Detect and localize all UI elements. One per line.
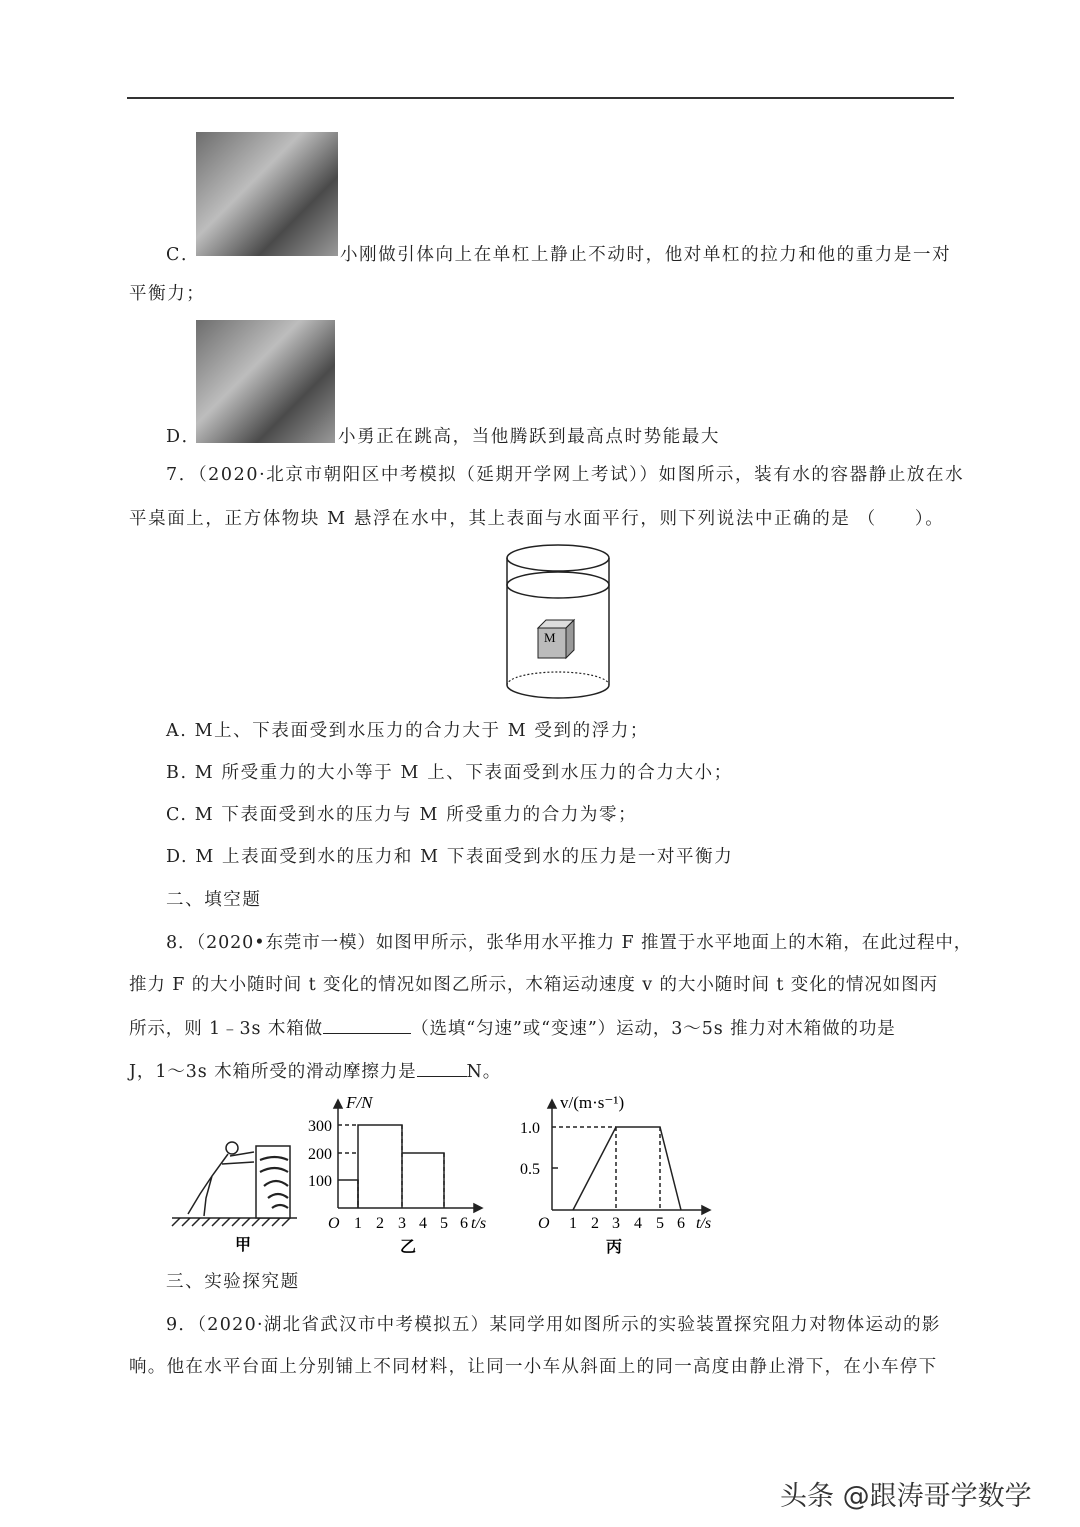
force-segment-1-3 (358, 1125, 402, 1208)
label-jia: 甲 (235, 1237, 252, 1254)
velocity-line (573, 1127, 681, 1210)
q8-line3-a: 所示，则 1﹣3s 木箱做 (129, 1019, 324, 1039)
chart-v-origin: O (538, 1215, 550, 1232)
option-c-label: C． (166, 245, 201, 265)
q7-option-a: A. M上、下表面受到水压力的合力大于 M 受到的浮力； (166, 721, 650, 741)
chart-v-xtick: 1 (569, 1215, 577, 1232)
label-bing: 丙 (606, 1239, 623, 1256)
header-rule (127, 97, 954, 99)
q8-line1: 8．（2020•东莞市一模）如图甲所示，张华用水平推力 F 推置于水平地面上的木箱，在此过程中， (166, 933, 973, 953)
chart-f-xtick: 6 (460, 1215, 468, 1232)
chart-f-xtick: 1 (354, 1215, 362, 1232)
section-experiment: 三、实验探究题 (166, 1272, 300, 1292)
q9-line1: 9．（2020·湖北省武汉市中考模拟五）某同学用如图所示的实验装置探究阻力对物体运动的影 (166, 1315, 941, 1335)
answer-blank-1[interactable] (323, 1015, 411, 1034)
chart-v-ylabel: v/(m·s⁻¹) (560, 1093, 625, 1112)
pull-up-photo (196, 132, 338, 256)
chart-v-ytick: 0.5 (520, 1161, 540, 1178)
figure-jia-pushing-box (172, 1142, 297, 1226)
q7-option-b: B. M 所受重力的大小等于 M 上、下表面受到水压力的合力大小； (166, 763, 733, 783)
force-segment-0-1 (338, 1180, 358, 1208)
container-figure (500, 540, 620, 705)
chart-v-xlabel: t/s (696, 1215, 712, 1232)
option-d-text: 小勇正在跳高，当他腾跃到最高点时势能最大 (338, 427, 720, 447)
chart-v-ytick: 1.0 (520, 1120, 540, 1137)
section-fill-blank: 二、填空题 (166, 890, 262, 910)
chart-force-time (334, 1100, 482, 1212)
chart-f-ytick: 300 (308, 1118, 332, 1135)
q7-line2: 平桌面上，正方体物块 M 悬浮在水中，其上表面与水面平行，则下列说法中正确的是 （ ）。 (129, 509, 945, 529)
q8-line4 (129, 1058, 501, 1084)
q8-line4-b: N。 (466, 1062, 502, 1082)
chart-f-xtick: 5 (440, 1215, 448, 1232)
chart-v-xtick: 6 (677, 1215, 685, 1232)
q8-figures (160, 1090, 740, 1260)
chart-v-xtick: 4 (634, 1215, 642, 1232)
chart-f-xtick: 4 (419, 1215, 427, 1232)
q8-line4-a: J，1～3s 木箱所受的滑动摩擦力是 (129, 1062, 417, 1082)
q8-line3 (129, 1015, 896, 1041)
option-c-text-cont: 平衡力； (129, 284, 206, 304)
chart-f-ylabel: F/N (346, 1093, 373, 1112)
label-yi: 乙 (400, 1239, 417, 1256)
q8-line3-b: （选填“匀速”或“变速”）运动，3～5s 推力对木箱做的功是 (411, 1019, 896, 1039)
option-d-label: D． (166, 427, 201, 447)
q9-line2: 响。他在水平台面上分别铺上不同材料，让同一小车从斜面上的同一高度由静止滑下，在小车停下 (129, 1357, 938, 1377)
chart-f-ytick: 100 (308, 1173, 332, 1190)
chart-f-xtick: 2 (376, 1215, 384, 1232)
high-jump-photo (196, 320, 335, 443)
chart-velocity-time (548, 1100, 710, 1214)
chart-f-xlabel: t/s (471, 1215, 487, 1232)
q8-line2: 推力 F 的大小随时间 t 变化的情况如图乙所示，木箱运动速度 v 的大小随时间 t 变化的情况如图丙 (129, 975, 938, 995)
answer-blank-2[interactable] (417, 1058, 467, 1077)
chart-f-ytick: 200 (308, 1146, 332, 1163)
force-segment-3-5 (402, 1153, 444, 1208)
chart-v-xtick: 5 (656, 1215, 664, 1232)
q7-line1: 7．（2020·北京市朝阳区中考模拟（延期开学网上考试））如图所示，装有水的容器静止放在水 (166, 465, 965, 485)
option-c-text: 小刚做引体向上在单杠上静止不动时，他对单杠的拉力和他的重力是一对 (340, 245, 952, 265)
chart-v-xtick: 3 (612, 1215, 620, 1232)
watermark: 头条 @跟涛哥学数学 (780, 1481, 1032, 1512)
chart-v-xtick: 2 (591, 1215, 599, 1232)
block-m-label: M (544, 630, 556, 645)
chart-f-origin: O (328, 1215, 340, 1232)
chart-f-xtick: 3 (398, 1215, 406, 1232)
q7-option-d: D. M 上表面受到水的压力和 M 下表面受到水的压力是一对平衡力 (166, 847, 734, 867)
q7-option-c: C. M 下表面受到水的压力与 M 所受重力的合力为零； (166, 805, 638, 825)
